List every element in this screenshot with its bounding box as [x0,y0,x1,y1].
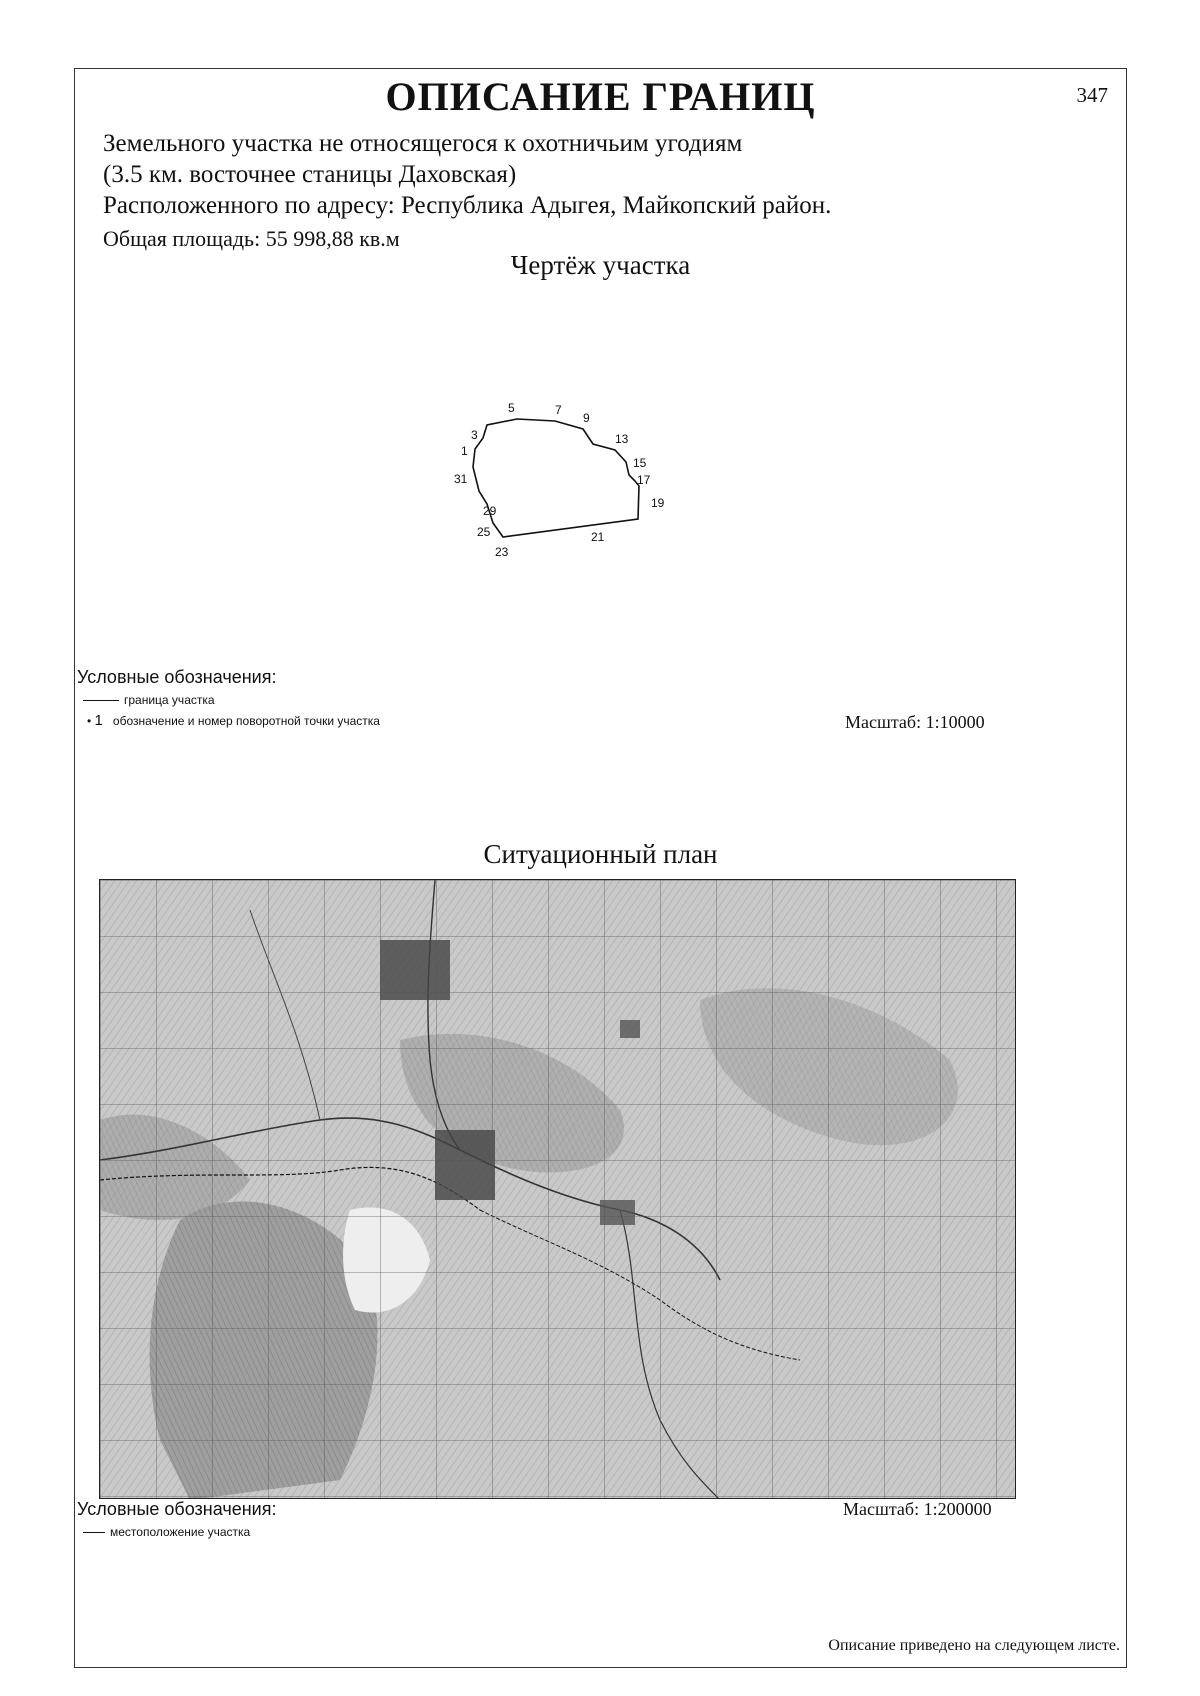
situation-plan-map [99,879,1016,1499]
point-dot-icon: • [87,714,92,728]
point-label: 31 [454,472,468,486]
point-label: 29 [483,504,497,518]
point-label: 19 [651,496,665,510]
page-number: 347 [1076,83,1108,107]
point-label: 9 [583,411,590,425]
document-sheet [74,68,1127,1668]
point-label: 23 [495,545,509,559]
description-line-2: (3.5 км. восточнее станицы Даховская) [103,161,517,188]
legend-location-row [83,1525,250,1539]
legend-boundary-label: граница участка [124,693,215,707]
drawing-legend-heading: Условные обозначения: [77,667,277,687]
plan-scale: Масштаб: 1:200000 [843,1499,992,1519]
legend-boundary-row [83,693,215,707]
point-label: 21 [591,530,605,544]
point-label: 7 [555,403,562,417]
situation-plan-title: Ситуационный план [483,839,718,869]
point-label: 25 [477,525,491,539]
drawing-title: Чертёж участка [510,250,691,280]
legend-point-symbol: 1 [94,712,103,729]
topographic-map-image [100,880,1016,1499]
description-line-1: Земельного участка не относящегося к охотничьим угодиям [103,130,743,157]
location-line-symbol [83,1532,105,1533]
point-label: 5 [508,401,515,415]
footer-note: Описание приведено на следующем листе. [828,1637,1120,1654]
plan-legend-heading: Условные обозначения: [77,1499,277,1519]
point-label: 15 [633,456,647,470]
legend-point-label: обозначение и номер поворотной точки участка [112,714,380,728]
drawing-scale: Масштаб: 1:10000 [845,712,985,732]
point-label: 17 [637,473,651,487]
legend-point-row [87,712,380,729]
point-label: 3 [471,428,478,442]
point-label: 1 [461,444,468,458]
boundary-line-symbol [83,700,119,701]
parcel-boundary-drawing [445,399,705,629]
description-line-3: Расположенного по адресу: Республика Адыгея, Майкопский район. [103,192,832,219]
document-title: ОПИСАНИЕ ГРАНИЦ [385,74,816,119]
legend-location-label: местоположение участка [110,1525,251,1539]
total-area: Общая площадь: 55 998,88 кв.м [103,226,400,251]
point-label: 13 [615,432,629,446]
